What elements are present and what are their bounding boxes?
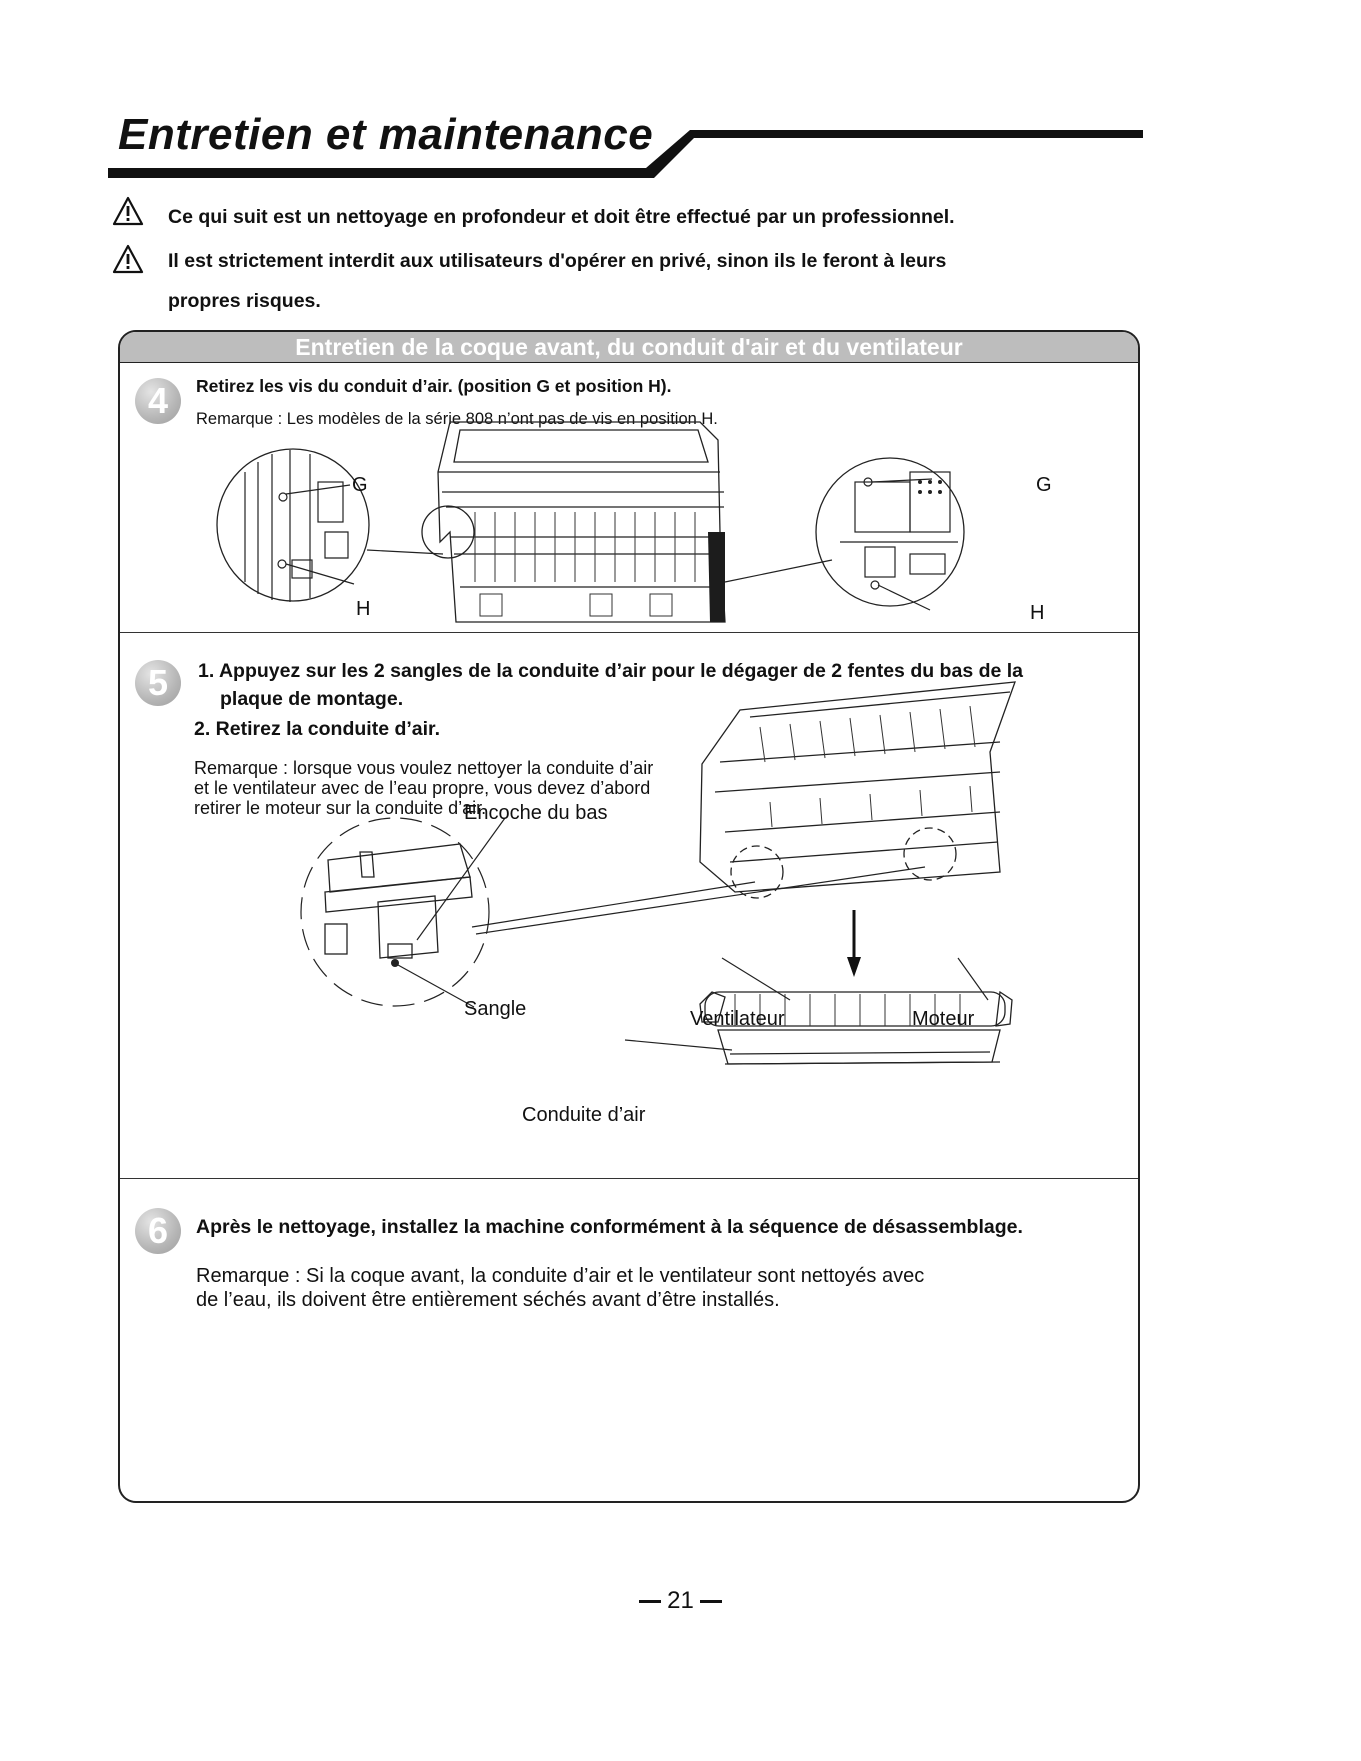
step-4-note: Remarque : Les modèles de la série 808 n’ont pas de vis en position H. — [196, 410, 718, 428]
step-5-badge: 5 — [135, 660, 181, 706]
step-divider — [120, 1178, 1138, 1179]
step-6-note-2: de l’eau, ils doivent être entièrement séchés avant d’être installés. — [196, 1289, 780, 1311]
step-5-instruction-1a: 1. Appuyez sur les 2 sangles de la conduite d’air pour le dégager de 2 fentes du bas de la — [198, 660, 1024, 682]
page-number-text: 21 — [667, 1587, 694, 1614]
step-5-instruction-2: 2. Retirez la conduite d’air. — [194, 718, 440, 740]
step-5-illustration — [120, 332, 1140, 1503]
step-5-note-1: Remarque : lorsque vous voulez nettoyer la conduite d’air — [194, 758, 654, 778]
page-title: Entretien et maintenance — [118, 110, 654, 159]
label-h-left: H — [356, 598, 371, 620]
label-notch: Encoche du bas — [464, 802, 608, 824]
label-strap: Sangle — [464, 998, 527, 1020]
warning-text-2: Il est strictement interdit aux utilisateurs d'opérer en privé, sinon ils le feront à leurs — [168, 250, 947, 272]
header-rule — [0, 0, 1361, 200]
label-fan: Ventilateur — [690, 1008, 785, 1030]
label-motor: Moteur — [912, 1008, 975, 1030]
label-duct: Conduite d’air — [522, 1104, 646, 1126]
step-5-note-3: retirer le moteur sur la conduite d’air. — [194, 798, 487, 818]
warning-text-3: propres risques. — [168, 290, 321, 312]
step-5-note-2: et le ventilateur avec de l’eau propre, vous devez d’abord — [194, 778, 651, 798]
step-4-badge: 4 — [135, 378, 181, 424]
label-g-right: G — [1036, 474, 1052, 496]
label-h-right: H — [1030, 602, 1045, 624]
step-6-note-1: Remarque : Si la coque avant, la conduite d’air et le ventilateur sont nettoyés avec — [196, 1265, 925, 1287]
step-4-instruction: Retirez les vis du conduit d’air. (position G et position H). — [196, 376, 672, 396]
warning-triangle-icon — [112, 244, 144, 274]
step-6-badge: 6 — [135, 1208, 181, 1254]
maintenance-panel — [118, 330, 1140, 1503]
warning-triangle-icon — [112, 196, 144, 226]
warning-text-1: Ce qui suit est un nettoyage en profondeur et doit être effectué par un professionnel. — [168, 206, 955, 228]
step-6-instruction: Après le nettoyage, installez la machine conformément à la séquence de désassemblage. — [196, 1216, 1023, 1238]
page-number — [0, 1587, 1361, 1615]
label-g-left: G — [352, 474, 368, 496]
step-5-instruction-1b: plaque de montage. — [220, 688, 404, 710]
panel-title: Entretien de la coque avant, du conduit d'air et du ventilateur — [295, 334, 963, 360]
